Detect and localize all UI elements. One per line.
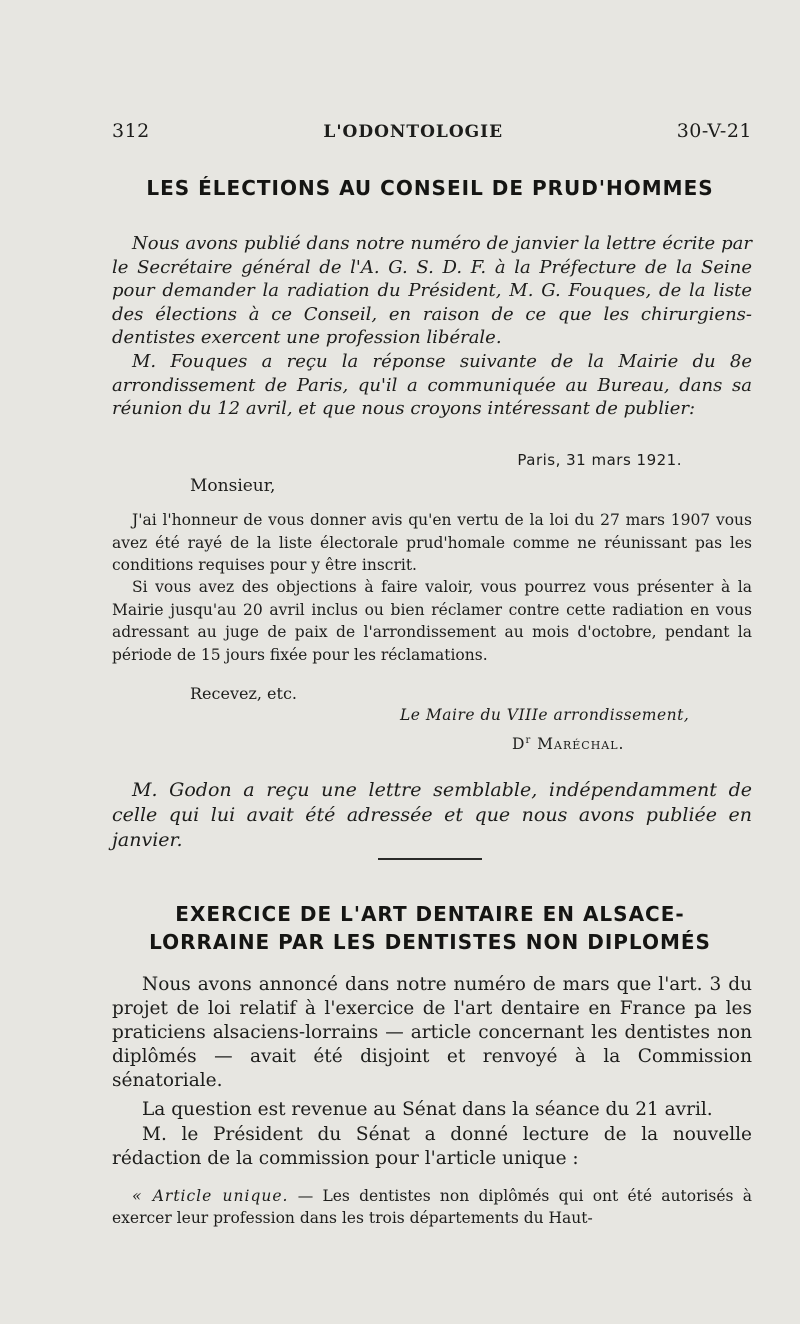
body-paragraph-3: M. le Président du Sénat a donné lecture de la nouvelle rédaction de la commission pour l'article unique : [112, 1124, 752, 1169]
intro-paragraph-2: M. Fouques a reçu la réponse suivante de la Mairie du 8e arrondissement de Paris, qu'il a communiquée au Bureau, dans sa réunion du 12 avril, et que nous croyons intéressant de publier: [112, 351, 752, 419]
signature-prefix: D [512, 735, 526, 754]
outro-paragraph: M. Godon a reçu une lettre semblable, indépendamment de celle qui lui avait été adressée et que nous avons publiée en janvier. [112, 779, 752, 851]
signature-title: Le Maire du VIIIe arrondissement, [400, 706, 690, 724]
article-title-line-2: LORRAINE PAR LES DENTISTES NON DIPLOMÉS [149, 930, 711, 954]
issue-date: 30-V-21 [676, 120, 752, 142]
signature-name [512, 735, 624, 753]
page-number: 312 [112, 120, 150, 142]
journal-title: L'ODONTOLOGIE [323, 122, 504, 142]
running-header [112, 120, 752, 142]
signature-surname: Maréchal. [537, 735, 625, 754]
section-divider [378, 858, 482, 860]
letter-salutation: Monsieur, [190, 476, 276, 496]
letter-closing: Recevez, etc. [190, 684, 297, 703]
letter-paragraph-1: J'ai l'honneur de vous donner avis qu'en vertu de la loi du 27 mars 1907 vous avez été rayé de la liste électorale prud'homale comme ne réunissant pas les conditions requises pour y être inscrit. [112, 511, 752, 574]
letter-paragraph-2: Si vous avez des objections à faire valoir, vous pourrez vous présenter à la Mairie jusqu'au 20 avril inclus ou bien réclamer contre cette radiation en vous adressant au juge de paix de l'arrondissement au mois d'octobre, pendant la période de 15 jours fixée pour les réclamations. [112, 578, 752, 664]
quote-lead: « Article unique. [132, 1187, 289, 1205]
quote-text: — Les dentistes non diplômés qui ont été autorisés à exercer leur profession dans les trois départements du Haut- [112, 1187, 752, 1227]
article-title-line-1: EXERCICE DE L'ART DENTAIRE EN ALSACE- [175, 902, 685, 926]
intro-paragraph-1: Nous avons publié dans notre numéro de janvier la lettre écrite par le Secrétaire général de l'A. G. S. D. F. à la Préfecture de la Seine pour demander la radiation du Président, M. G. Fouques, de la liste des élections à ce Conseil, en raison de ce que les chirurgiens-dentistes exercent une profession libérale. [112, 233, 752, 348]
article-title-elections: LES ÉLECTIONS AU CONSEIL DE PRUD'HOMMES [146, 176, 714, 200]
body-paragraph-2: La question est revenue au Sénat dans la séance du 21 avril. [142, 1099, 713, 1120]
article-title-alsace [100, 900, 760, 956]
article-quote [112, 1185, 752, 1229]
letter-place-date: Paris, 31 mars 1921. [517, 451, 682, 469]
signature-prefix-sup: r [525, 735, 532, 746]
body-paragraph-1: Nous avons annoncé dans notre numéro de mars que l'art. 3 du projet de loi relatif à l'exercice de l'art dentaire en France pa les praticiens alsaciens-lorrains — article concernant les dentistes non diplômés — avait été disjoint et renvoyé à la Commission sénatoriale. [112, 974, 752, 1091]
